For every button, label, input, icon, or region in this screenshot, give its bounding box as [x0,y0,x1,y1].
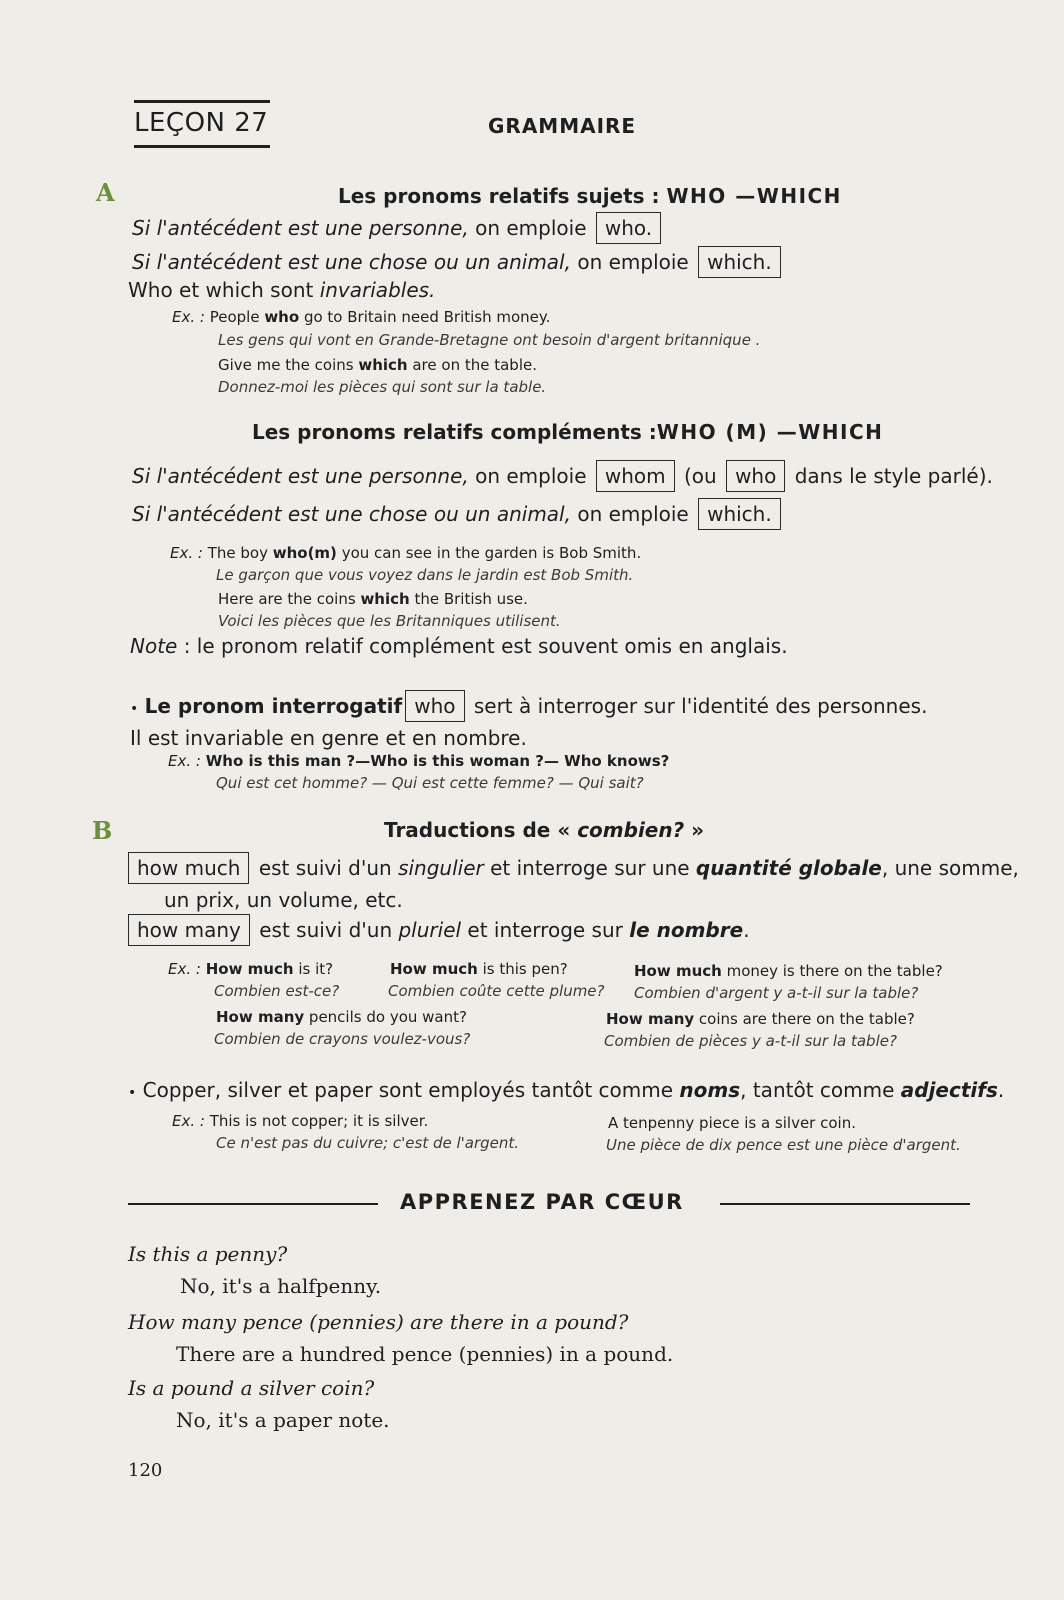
combien-example-4 [216,1008,467,1026]
rule-condition: Si l'antécédent est une chose ou un animal, [132,250,571,274]
title-text: Traductions de « [384,818,578,842]
ex-text: This is not copper; it is silver. [209,1112,429,1130]
title-caps: WHO —WHICH [666,184,842,208]
materials-rule [128,1078,1004,1102]
ex-text: money is there on the table? [721,962,943,980]
complement-example-1 [170,544,641,562]
materials-example-1-translation: Ce n'est pas du cuivre; c'est de l'argent. [216,1134,520,1152]
ex-text: pencils do you want? [304,1008,467,1026]
ex-text: is it? [293,960,334,978]
combien-example-1-translation: Combien est-ce? [214,982,340,1000]
ex-text: Here are the coins [218,590,361,608]
rule-lead: Copper, silver et paper [142,1078,373,1102]
ex-text: the British use. [409,590,528,608]
ex-keyword: How many [216,1008,305,1026]
rule-text: Who et which sont [128,278,320,302]
rule-text: on emploie [468,464,593,488]
ex-keyword: How much [205,960,294,978]
boxed-term: who [405,690,464,722]
materials-example-1 [172,1112,428,1130]
ex-label: Ex. : [172,1112,210,1130]
ex-label: Ex. : [172,308,210,326]
memorize-answer-3: No, it's a paper note. [176,1408,390,1432]
ex-keyword: Who is this man ?—Who is this woman ?— Who knows? [205,752,670,770]
rule-condition: Si l'antécédent est une personne, [132,216,469,240]
boxed-term: whom [596,460,675,492]
memorize-question-1: Is this a penny? [128,1242,288,1266]
rule-text: , une somme, [881,856,1019,880]
rule-condition: Si l'antécédent est une personne, [132,464,469,488]
interrogative-example [168,752,669,770]
rule-text: , tantôt comme [740,1078,901,1102]
how-many-rule [128,914,750,946]
complement-rule-2 [132,498,784,530]
interrogative-example-translation: Qui est cet homme? — Qui est cette femme? — Qui sait? [216,774,644,792]
complements-title [252,420,883,444]
bullet-icon: • [130,701,139,717]
ex-label: Ex. : [168,752,206,770]
subjects-title [338,184,842,208]
memorize-answer-2: There are a hundred pence (pennies) in a pound. [176,1342,674,1366]
combien-example-1 [168,960,333,978]
title-text: Les pronoms relatifs sujets : [338,184,667,208]
complement-example-1-translation: Le garçon que vous voyez dans le jardin est Bob Smith. [216,566,634,584]
rule-line-1 [132,212,664,244]
memorize-question-3: Is a pound a silver coin? [128,1376,375,1400]
ex-label: Ex. : [168,960,206,978]
note-text: : le pronom relatif complément est souvent omis en anglais. [177,634,788,658]
combien-example-2 [390,960,568,978]
memorize-question-2: How many pence (pennies) are there in a pound? [128,1310,629,1334]
lesson-number: LEÇON 27 [134,108,269,138]
rule-condition: Si l'antécédent est une chose ou un animal, [132,502,571,526]
ex-label: Ex. : [170,544,208,562]
bullet-icon: • [128,1085,137,1101]
boxed-term: how many [128,914,250,946]
ex-text: The boy [207,544,273,562]
rule-emphasis: adjectifs [900,1078,998,1102]
combien-example-3 [634,962,943,980]
divider-left [128,1203,378,1205]
section-marker-a: A [96,178,115,207]
ex-text: you can see in the garden is Bob Smith. [336,544,642,562]
complement-note [130,634,788,658]
rule-emphasis: invariables. [319,278,436,302]
how-much-rule [128,852,1019,884]
combien-example-3-translation: Combien d'argent y a-t-il sur la table? [634,984,919,1002]
how-much-rule-line-2: un prix, un volume, etc. [164,888,403,912]
rule-text: sert à interroger sur l'identité des personnes. [467,694,928,718]
title-text: Les pronoms relatifs compléments : [252,420,657,444]
lesson-label [134,100,270,148]
ex-text: Give me the coins [218,356,359,374]
combien-title [384,818,704,842]
rule-text: sont employés tantôt comme [372,1078,680,1102]
boxed-term: who. [596,212,661,244]
ex-keyword: which [358,356,408,374]
section-marker-b: B [92,816,113,845]
rule-text: on emploie [468,216,593,240]
rule-text: . [743,918,750,942]
title-text: » [684,818,705,842]
page-number: 120 [128,1460,163,1481]
ex-keyword: How many [606,1010,695,1028]
rule-text: . [997,1078,1005,1102]
rule-text: et interroge sur une [483,856,696,880]
page-heading: GRAMMAIRE [488,114,637,138]
example-2-translation: Donnez-moi les pièces qui sont sur la table. [218,378,547,396]
boxed-term: who [726,460,785,492]
boxed-term: how much [128,852,249,884]
example-2 [218,356,537,374]
memorize-answer-1: No, it's a halfpenny. [180,1274,382,1298]
complement-rule-1 [132,460,993,492]
rule-emphasis: pluriel [398,918,462,942]
interrogative-rule-line-2: Il est invariable en genre et en nombre. [130,726,527,750]
combien-example-4-translation: Combien de crayons voulez-vous? [214,1030,471,1048]
memorize-heading: APPRENEZ PAR CŒUR [400,1190,684,1214]
materials-example-2-translation: Une pièce de dix pence est une pièce d'argent. [606,1136,961,1154]
rule-lead: Le pronom interrogatif [144,694,403,718]
example-1-translation: Les gens qui vont en Grande-Bretagne ont besoin d'argent britannique . [218,331,761,349]
complement-example-2 [218,590,528,608]
ex-text: People [209,308,265,326]
rule-text: est suivi d'un [252,856,399,880]
rule-text: est suivi d'un [252,918,399,942]
rule-text: on emploie [570,502,696,526]
boxed-term: which. [698,246,781,278]
divider-right [720,1203,970,1205]
rule-emphasis: quantité globale [695,856,882,880]
ex-keyword: How much [390,960,478,978]
complement-example-2-translation: Voici les pièces que les Britanniques utilisent. [218,612,561,630]
rule-text: dans le style parlé). [788,464,993,488]
rule-text: et interroge sur [461,918,630,942]
ex-text: coins are there on the table? [694,1010,915,1028]
ex-keyword: which [360,590,410,608]
title-caps: WHO (M) —WHICH [656,420,884,444]
note-label: Note [130,634,178,658]
ex-text: is this pen? [477,960,568,978]
rule-emphasis: le nombre [629,918,744,942]
ex-keyword: who(m) [272,544,337,562]
combien-example-5-translation: Combien de pièces y a-t-il sur la table? [604,1032,897,1050]
interrogative-rule [130,690,927,722]
ex-keyword: How much [634,962,722,980]
title-italic: combien? [577,818,685,842]
combien-example-2-translation: Combien coûte cette plume? [388,982,605,1000]
rule-text: (ou [677,464,724,488]
rule-emphasis: singulier [398,856,484,880]
ex-keyword: who [264,308,300,326]
ex-text: go to Britain need British money. [299,308,551,326]
rule-text: on emploie [570,250,696,274]
boxed-term: which. [698,498,781,530]
ex-text: are on the table. [407,356,537,374]
rule-emphasis: noms [679,1078,741,1102]
example-1 [172,308,550,326]
combien-example-5 [606,1010,915,1028]
materials-example-2: A tenpenny piece is a silver coin. [608,1114,856,1132]
rule-line-3 [128,278,435,302]
rule-line-2 [132,246,784,278]
